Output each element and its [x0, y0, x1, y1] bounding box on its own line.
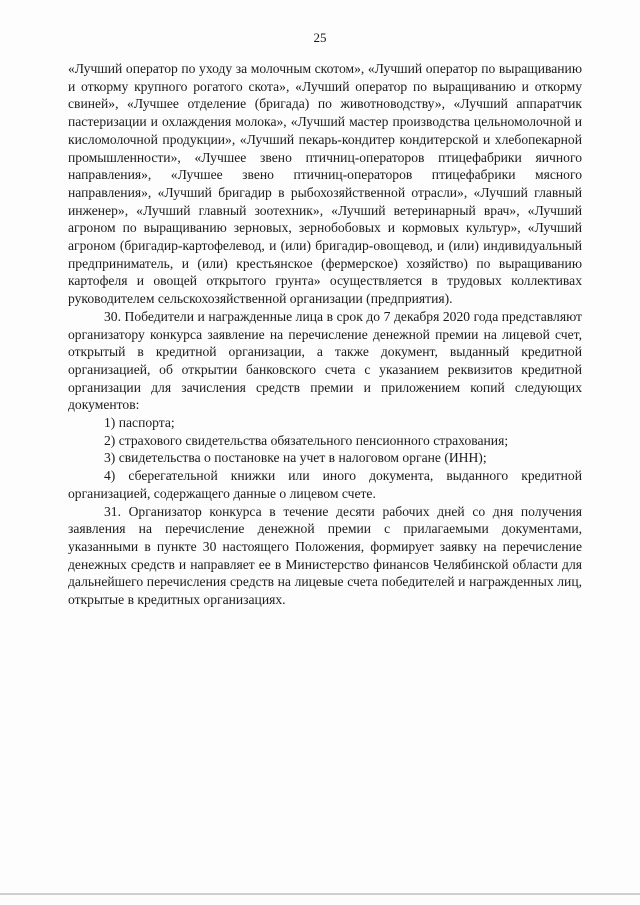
page-bottom-edge — [0, 893, 640, 895]
list-item-passport: 1) паспорта; — [104, 415, 175, 431]
paragraph-nominations-list: «Лучший оператор по уходу за молочным скотом», «Лучший оператор по выращиванию и откорму крупного рогатого скота», «Лучший оператор по выращиванию и откорму свиней», «Лучшее отделение (бригада) по животноводству», «Лучший аппаратчик пастеризации и охлаждения молока», «Лучший мастер производства цельномолочной и кисломолочной продукции», «Лучший пекарь-кондитер кондитерской и хлебопекарной промышленности», «Лучшее звено птичниц-операторов птицефабрики яичного направления», «Лучшее звено птичниц-операторов птицефабрики мясного направления», «Лучший бригадир в рыбохозяйственной отрасли», «Лучший главный инженер», «Лучший главный зоотехник», «Лучший ветеринарный врач», «Лучший агроном по выращиванию зерновых, зернобобовых и кормовых культур», «Лучший агроном (бригадир-картофелевод, и (или) бригадир-овощевод, и (или) индивидуальный предприниматель, и (или) крестьянское (фермерское) хозяйство) по выращиванию картофеля и овощей открытого грунта» осуществляется в трудовых коллективах руководителем сельскохозяйственной организации (предприятия). — [68, 61, 582, 307]
list-item-pension-certificate: 2) страхового свидетельства обязательного пенсионного страхования; — [104, 432, 509, 448]
list-item-savings-book: 4) сберегательной книжки или иного документа, выданного кредитной организацией, содержащего данные о лицевом счете. — [68, 468, 582, 501]
list-item-tax-certificate: 3) свидетельства о постановке на учет в налоговом органе (ИНН); — [104, 450, 487, 466]
paragraph-clause-30: 30. Победители и награжденные лица в срок до 7 декабря 2020 года представляют организатору конкурса заявление на перечисление денежной премии на лицевой счет, открытый в кредитной организации, а также документ, выданный кредитной организацией, об открытии банковского счета с указанием реквизитов кредитной организации для зачисления средств премии и приложением копий следующих документов: — [68, 308, 582, 413]
page-number: 25 — [313, 30, 327, 45]
paragraph-clause-31: 31. Организатор конкурса в течение десяти рабочих дней со дня получения заявления на перечисление денежной премии с прилагаемыми документами, указанными в пункте 30 настоящего Положения, формирует заявку на перечисление денежных средств и направляет ее в Министерство финансов Челябинской области для дальнейшего перечисления средств на лицевые счета победителей и награжденных лиц, открытые в кредитных организациях. — [68, 503, 582, 608]
document-body — [68, 60, 582, 609]
